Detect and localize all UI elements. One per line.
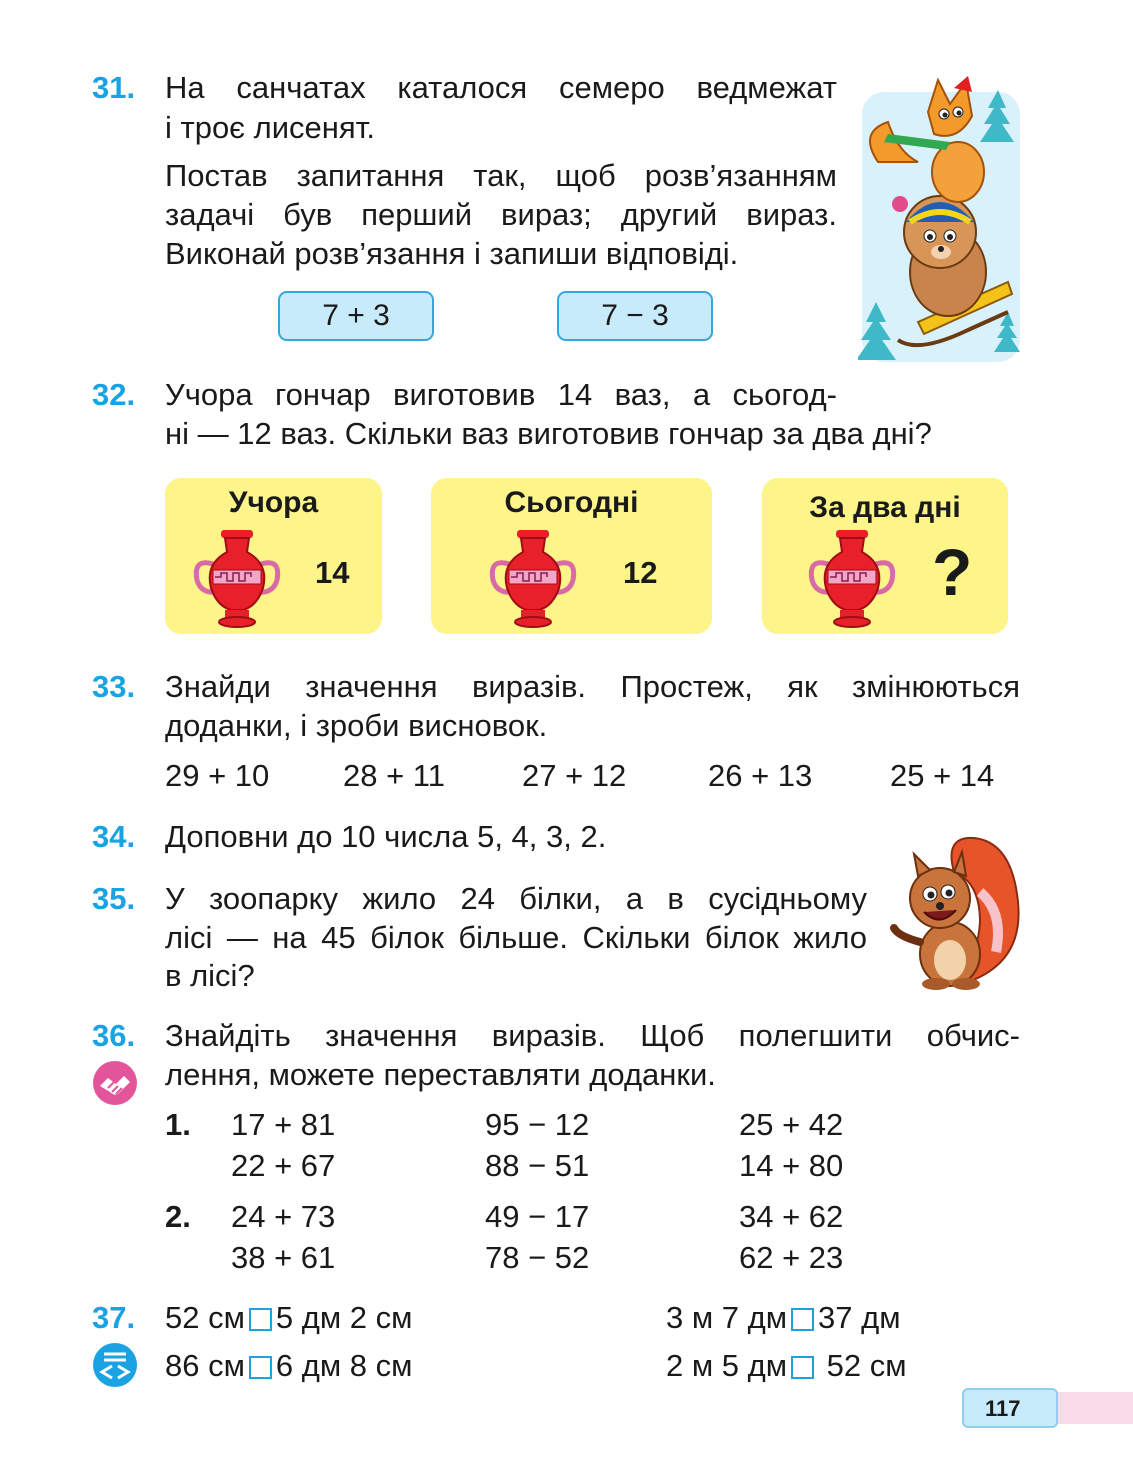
compare-sign-box[interactable] — [249, 1308, 272, 1331]
comparison-row — [666, 1300, 901, 1336]
compare-sign-box[interactable] — [791, 1356, 814, 1379]
card-question-mark: ? — [932, 535, 973, 609]
expression: 14 + 80 — [739, 1148, 844, 1183]
sled-animals-illustration — [858, 72, 1024, 366]
page-strip — [1056, 1392, 1133, 1424]
expression-box-2: 7 − 3 — [557, 291, 713, 341]
expression: 28 + 11 — [343, 758, 445, 793]
task-number: 31. — [92, 70, 136, 105]
vase-icon — [487, 528, 579, 628]
compare-icon — [92, 1342, 138, 1388]
comparison-row — [165, 1300, 412, 1336]
task-text-line: лісі — на 45 білок більше. Скільки білок жило — [165, 920, 867, 955]
expression: 17 + 81 — [231, 1107, 336, 1142]
task-text-line: в лісі? — [165, 958, 255, 993]
expression: 29 + 10 — [165, 758, 270, 793]
expression: 25 + 42 — [739, 1107, 844, 1142]
task-number: 34. — [92, 819, 136, 854]
card-today — [431, 478, 712, 634]
expression: 95 − 12 — [485, 1107, 590, 1142]
compare-left-value: 52 см — [165, 1300, 245, 1335]
pair-work-icon — [92, 1060, 138, 1106]
vase-icon — [806, 528, 898, 628]
task-number: 35. — [92, 881, 136, 916]
task-text-line: На санчатах каталося семеро ведмежат — [165, 70, 837, 105]
task-text-line: Знайдіть значення виразів. Щоб полегшити обчис- — [165, 1018, 1020, 1053]
task-number: 37. — [92, 1300, 136, 1335]
task-text-line: Виконай розв’язання і запиши відповіді. — [165, 236, 739, 271]
card-title: За два дні — [809, 491, 961, 524]
card-title: Сьогодні — [504, 486, 639, 519]
task-text-line: Постав запитання так, щоб розв’язанням — [165, 158, 837, 193]
expression: 78 − 52 — [485, 1240, 590, 1275]
page-number: 117 — [985, 1396, 1021, 1421]
task-text-line: Доповни до 10 числа 5, 4, 3, 2. — [165, 819, 607, 854]
card-yesterday — [165, 478, 382, 634]
expression: 88 − 51 — [485, 1148, 590, 1183]
compare-left-value: 2 м 5 дм — [666, 1348, 788, 1383]
compare-right-value: 52 см — [818, 1348, 907, 1383]
compare-left-value: 86 см — [165, 1348, 245, 1383]
task-text-line: Знайди значення виразів. Простеж, як змінюються — [165, 669, 1020, 704]
task-text-line: лення, можете переставляти доданки. — [165, 1057, 716, 1092]
expression: 34 + 62 — [739, 1199, 844, 1234]
comparison-row — [165, 1348, 412, 1384]
task-text-line: доданки, і зроби висновок. — [165, 708, 548, 743]
task-number: 32. — [92, 377, 136, 412]
task-number: 33. — [92, 669, 136, 704]
compare-sign-box[interactable] — [791, 1308, 814, 1331]
task-text-line: Учора гончар виготовив 14 ваз, а сьогод- — [165, 377, 837, 412]
task-number: 36. — [92, 1018, 136, 1053]
expression: 25 + 14 — [890, 758, 995, 793]
compare-sign-box[interactable] — [249, 1356, 272, 1379]
card-title: Учора — [228, 486, 319, 519]
comparison-row — [666, 1348, 907, 1384]
squirrel-illustration — [884, 832, 1026, 992]
group-label: 1. — [165, 1107, 191, 1142]
card-value: 12 — [623, 555, 658, 590]
expression: 26 + 13 — [708, 758, 813, 793]
task-text-line: У зоопарку жило 24 білки, а в сусідньому — [165, 881, 867, 916]
group-label: 2. — [165, 1199, 191, 1234]
task-text-line: і троє лисенят. — [165, 110, 376, 145]
compare-left-value: 3 м 7 дм — [666, 1300, 788, 1335]
vase-icon — [191, 528, 283, 628]
expression: 38 + 61 — [231, 1240, 336, 1275]
expression: 27 + 12 — [522, 758, 627, 793]
expression: 49 − 17 — [485, 1199, 590, 1234]
expression: 62 + 23 — [739, 1240, 844, 1275]
expression: 24 + 73 — [231, 1199, 336, 1234]
card-value: 14 — [315, 555, 350, 590]
task-text-line: ні — 12 ваз. Скільки ваз виготовив гончар за два дні? — [165, 416, 932, 451]
compare-right-value: 6 дм 8 см — [275, 1348, 413, 1383]
expression: 22 + 67 — [231, 1148, 336, 1183]
task-text-line: задачі був перший вираз; другий вираз. — [165, 197, 837, 232]
card-two-days — [762, 478, 1008, 634]
expression-box-1: 7 + 3 — [278, 291, 434, 341]
compare-right-value: 37 дм — [818, 1300, 901, 1335]
compare-right-value: 5 дм 2 см — [275, 1300, 413, 1335]
